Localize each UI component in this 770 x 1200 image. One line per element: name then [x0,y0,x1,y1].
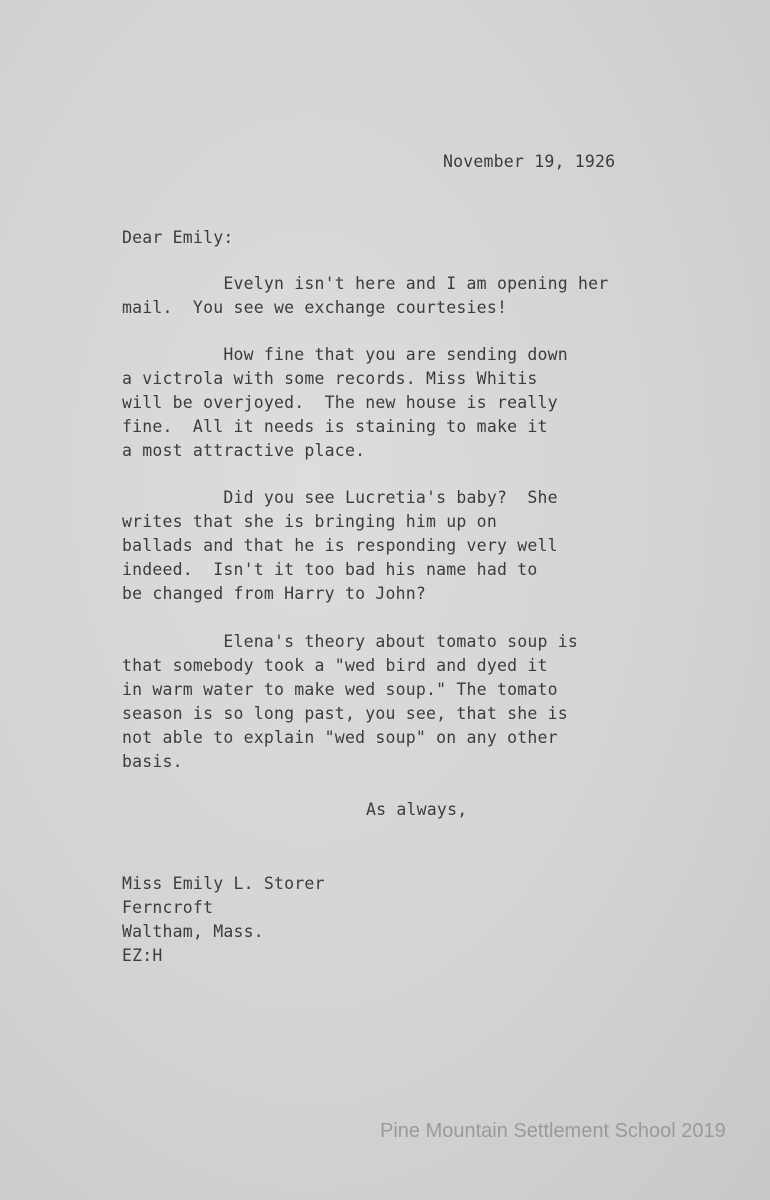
closing: As always, [366,800,468,819]
paragraph-3-line-4: indeed. Isn't it too bad his name had to [122,560,538,579]
watermark: Pine Mountain Settlement School 2019 [380,1120,726,1142]
paragraph-2-line-3: will be overjoyed. The new house is really [122,393,558,412]
address-line-1: Miss Emily L. Storer [122,874,325,893]
paragraph-4-line-2: that somebody took a "wed bird and dyed it [122,656,548,675]
letter-date: November 19, 1926 [443,152,616,171]
paragraph-3-line-2: writes that she is bringing him up on [122,512,497,531]
paragraph-3-line-3: ballads and that he is responding very well [122,536,558,555]
paragraph-3-line-5: be changed from Harry to John? [122,584,427,603]
paragraph-2-line-4: fine. All it needs is staining to make it [122,417,548,436]
paragraph-4-line-5: not able to explain "wed soup" on any other [122,728,558,747]
paragraph-2-line-5: a most attractive place. [122,441,366,460]
typist-initials: EZ:H [122,946,163,965]
paragraph-1-line-2: mail. You see we exchange courtesies! [122,298,508,317]
paragraph-1-line-1: Evelyn isn't here and I am opening her [122,274,609,293]
paragraph-2-line-2: a victrola with some records. Miss Whitis [122,369,538,388]
paragraph-4-line-4: season is so long past, you see, that she is [122,704,568,723]
salutation: Dear Emily: [122,228,234,247]
address-line-3: Waltham, Mass. [122,922,264,941]
paragraph-4-line-6: basis. [122,752,183,771]
paragraph-4-line-1: Elena's theory about tomato soup is [122,632,579,651]
paragraph-2-line-1: How fine that you are sending down [122,345,568,364]
paragraph-3-line-1: Did you see Lucretia's baby? She [122,488,558,507]
paragraph-4-line-3: in warm water to make wed soup." The tomato [122,680,558,699]
address-line-2: Ferncroft [122,898,214,917]
